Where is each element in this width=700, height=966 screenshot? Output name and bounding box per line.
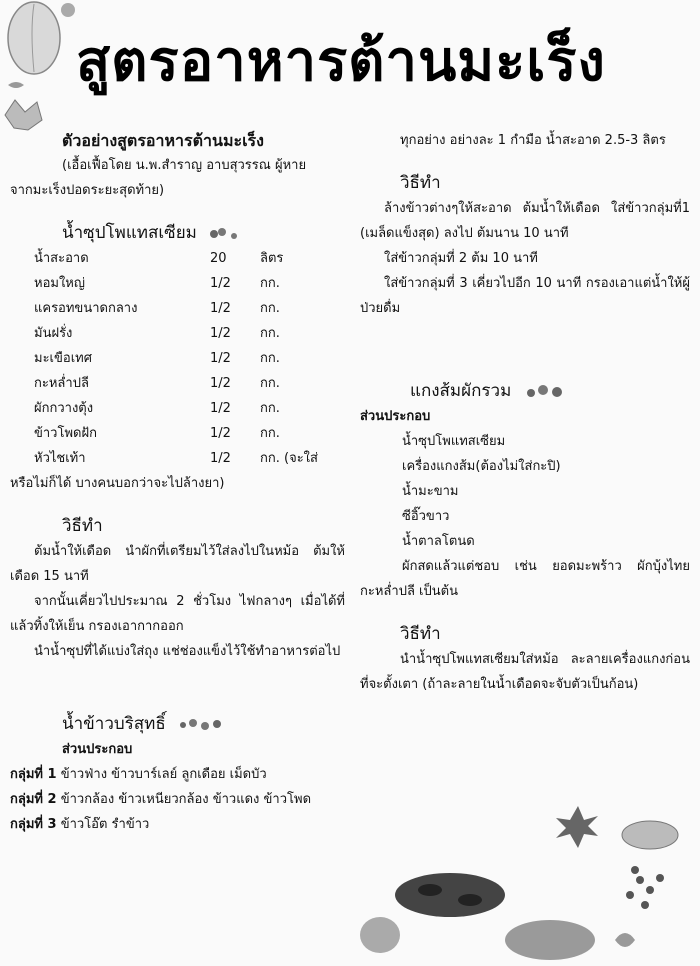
intro-heading: ตัวอย่างสูตรอาหารต้านมะเร็ง [62, 131, 264, 150]
sour-curry-heading [360, 379, 690, 404]
ingredient-unit: กก. [260, 326, 280, 341]
curry-item: น้ำตาลโตนด [402, 534, 475, 549]
rice-water-method-step: ล้างข้าวต่างๆให้สะอาด ต้มน้ำให้เดือด ใส่ข้าวกลุ่มที่1 (เมล็ดแข็งสุด) ลงไป ต้มนาน 10 นาที [360, 201, 690, 241]
rice-group-label: กลุ่มที่ 1 [10, 767, 57, 782]
curry-item: เครื่องแกงส้ม(ต้องไม่ใส่กะปิ) [402, 459, 561, 474]
ingredient-qty: 1/2 [210, 376, 231, 391]
rice-water-components-label: ส่วนประกอบ [62, 742, 133, 757]
ingredient-qty: 20 [210, 251, 227, 266]
ingredient-name: หัวไชเท้า [34, 451, 86, 466]
broth-method-heading: วิธีทำ [62, 516, 103, 536]
ingredient-qty: 1/2 [210, 451, 231, 466]
ingredient-row [10, 271, 345, 296]
ingredient-unit: กก. [260, 426, 280, 441]
leaf-icon [208, 226, 242, 242]
rice-group-text: ข้าวกล้อง ข้าวเหนียวกล้อง ข้าวแดง ข้าวโพด [60, 792, 312, 807]
ingredient-row [10, 446, 345, 471]
broth-ingredient-list [10, 246, 345, 496]
ingredient-qty: 1/2 [210, 401, 231, 416]
sour-curry-method-heading: วิธีทำ [400, 624, 441, 644]
rice-group [10, 787, 345, 812]
ingredient-row [10, 396, 345, 421]
broth-heading [10, 221, 345, 246]
ingredient-unit: กก. [260, 301, 280, 316]
rice-water-heading [10, 712, 345, 737]
ingredient-unit: กก. (จะใส่ [260, 451, 318, 466]
sour-curry-components-label: ส่วนประกอบ [360, 409, 431, 424]
ingredient-row [10, 321, 345, 346]
right-column [360, 128, 690, 697]
leaf-icon [177, 717, 227, 733]
ingredient-qty: 1/2 [210, 276, 231, 291]
ingredient-qty: 1/2 [210, 426, 231, 441]
rice-group [10, 812, 345, 837]
ingredient-note: หรือไม่ก็ได้ บางคนบอกว่าจะไปล้างยา) [10, 476, 225, 491]
ingredient-name: หอมใหญ่ [34, 276, 85, 291]
leaf-icon [523, 383, 569, 401]
broth-method-step: นำน้ำซุปที่ได้แบ่งใส่ถุง แช่ช่องแข็งไว้ใช้ทำอาหารต่อไป [34, 644, 341, 659]
curry-item: ผักสดแล้วแต่ชอบ เช่น ยอดมะพร้าว ผักบุ้งไทย กะหล่ำปลี เป็นต้น [360, 559, 690, 599]
ingredient-unit: กก. [260, 376, 280, 391]
ingredient-row [10, 246, 345, 271]
ingredient-unit: กก. [260, 351, 280, 366]
rice-group-text: ข้าวโอ๊ต รำข้าว [60, 817, 150, 832]
ingredient-unit: ลิตร [260, 251, 284, 266]
rice-water-amount: ทุกอย่าง อย่างละ 1 กำมือ น้ำสะอาด 2.5-3 ลิตร [400, 133, 666, 148]
ingredient-row [10, 371, 345, 396]
ingredient-row [10, 296, 345, 321]
rice-group-label: กลุ่มที่ 2 [10, 792, 57, 807]
spices-illustration [350, 800, 690, 966]
ingredient-qty: 1/2 [210, 351, 231, 366]
rice-group-text: ข้าวฟ่าง ข้าวบาร์เลย์ ลูกเดือย เม็ดบัว [60, 767, 267, 782]
ingredient-name: กะหล่ำปลี [34, 376, 89, 391]
rice-water-heading-text: น้ำข้าวบริสุทธิ์ [62, 714, 166, 734]
page-title: สูตรอาหารต้านมะเร็ง [76, 29, 606, 94]
ingredient-name: มะเขือเทศ [34, 351, 92, 366]
rice-group-label: กลุ่มที่ 3 [10, 817, 57, 832]
broth-heading-text: น้ำซุปโพแทสเซียม [62, 223, 197, 243]
sour-curry-method: นำน้ำซุปโพแทสเซียมใส่หม้อ ละลายเครื่องแกงก่อนที่จะตั้งเตา (ถ้าละลายในน้ำเดือดจะจับตัวเป็นก้อน) [360, 652, 690, 692]
curry-item: น้ำมะขาม [402, 484, 459, 499]
ingredient-name: น้ำสะอาด [34, 251, 89, 266]
ingredient-name: ข้าวโพดฝัก [34, 426, 97, 441]
ingredient-unit: กก. [260, 276, 280, 291]
broth-method-step: จากนั้นเคี่ยวไปประมาณ 2 ชั่วโมง ไฟกลางๆ เมื่อได้ที่แล้วทิ้งให้เย็น กรองเอากากออก [10, 594, 345, 634]
rice-water-method-step: ใส่ข้าวกลุ่มที่ 3 เคี่ยวไปอีก 10 นาที กรองเอาแต่น้ำให้ผู้ป่วยดื่ม [360, 276, 690, 316]
ingredient-row [10, 421, 345, 446]
curry-item: น้ำซุปโพแทสเซียม [402, 434, 506, 449]
ingredient-name: มันฝรั่ง [34, 326, 73, 341]
left-column [10, 128, 345, 837]
rice-water-method-step: ใส่ข้าวกลุ่มที่ 2 ต้ม 10 นาที [384, 251, 538, 266]
ingredient-unit: กก. [260, 401, 280, 416]
ingredient-name: แครอทขนาดกลาง [34, 301, 138, 316]
rice-group [10, 762, 345, 787]
rice-water-method-heading: วิธีทำ [400, 173, 441, 193]
ingredient-qty: 1/2 [210, 301, 231, 316]
intro-credit-line-2: จากมะเร็งปอดระยะสุดท้าย) [10, 183, 165, 198]
ingredient-qty: 1/2 [210, 326, 231, 341]
broth-method-step: ต้มน้ำให้เดือด นำผักที่เตรียมไว้ใส่ลงไปในหม้อ ต้มให้เดือด 15 นาที [10, 544, 345, 584]
sour-curry-heading-text: แกงส้มผักรวม [410, 381, 512, 401]
ingredient-name: ผักกวางตุ้ง [34, 401, 94, 416]
intro-credit-line-1: (เอื้อเฟื้อโดย น.พ.สำราญ อาบสุวรรณ ผู้หาย [62, 158, 307, 173]
ingredient-row [10, 346, 345, 371]
curry-item: ซีอิ๊วขาว [402, 509, 450, 524]
